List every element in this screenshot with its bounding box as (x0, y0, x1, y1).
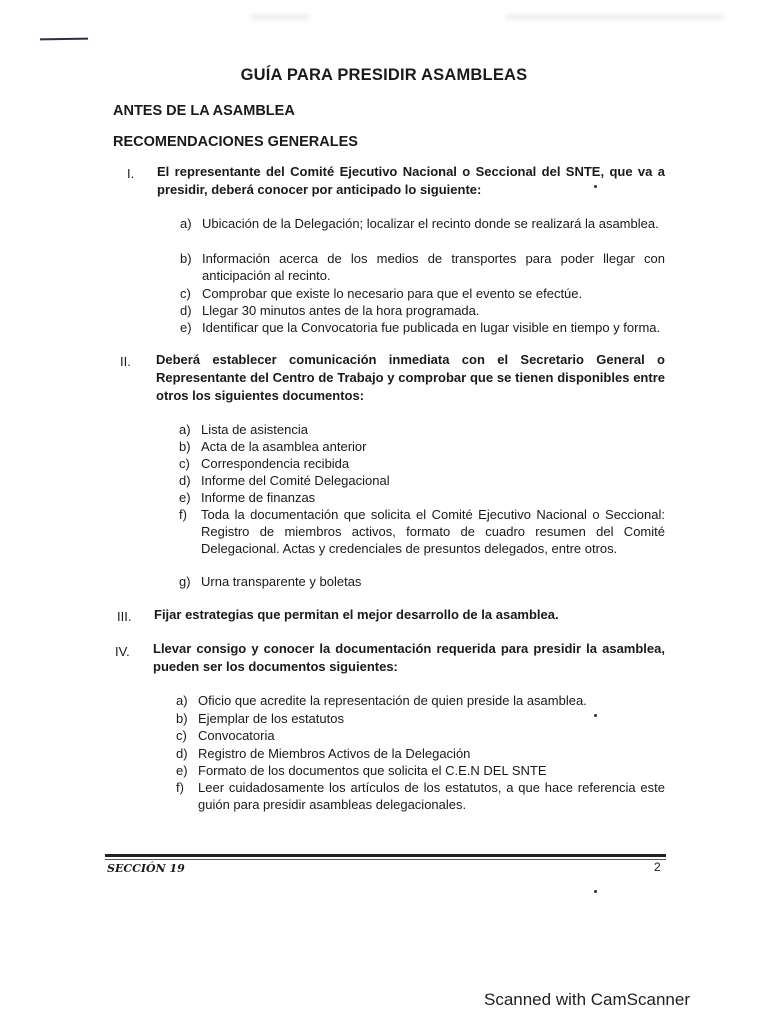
item-letter: d) (179, 473, 191, 488)
item-text: Registro de Miembros Activos de la Delegación (198, 746, 471, 761)
item-letter: a) (176, 693, 188, 708)
scan-speck (594, 185, 597, 188)
item-letter: e) (176, 763, 188, 778)
item-letter: f) (179, 507, 187, 522)
item-letter: e) (180, 320, 192, 335)
item-text: Formato de los documentos que solicita el C.E.N DEL SNTE (198, 763, 547, 778)
item-letter: g) (179, 574, 191, 589)
scan-speck (594, 714, 597, 717)
item-letter: e) (179, 490, 191, 505)
page-number: 2 (654, 860, 661, 874)
item-letter: a) (180, 216, 192, 231)
pen-mark (40, 38, 88, 41)
item-text: Correspondencia recibida (201, 456, 350, 471)
section-text: El representante del Comité Ejecutivo Nacional o Seccional del SNTE, que va a presidir, deberá conocer por anticipado lo siguiente: (157, 164, 665, 197)
item-text: Urna transparente y boletas (201, 574, 362, 589)
section-numeral: IV. (115, 644, 130, 659)
footer-rule (105, 854, 666, 857)
item-letter: b) (176, 711, 188, 726)
document-title: GUÍA PARA PRESIDIR ASAMBLEAS (240, 66, 528, 84)
section-subtitle: ANTES DE LA ASAMBLEA (113, 103, 295, 119)
section-text: Fijar estrategias que permitan el mejor desarrollo de la asamblea. (154, 607, 559, 622)
item-letter: d) (180, 303, 192, 318)
item-text: Toda la documentación que solicita el Comité Ejecutivo Nacional o Seccional: Registro de miembros activos, formato de cuadro resumen del Comité Delegacional. Actas y credenciales de presuntos delegados, entre otros. (201, 507, 665, 556)
item-text: Acta de la asamblea anterior (201, 439, 367, 454)
section-numeral: I. (127, 166, 135, 181)
item-letter: a) (179, 422, 191, 437)
item-text: Ubicación de la Delegación; localizar el recinto donde se realizará la asamblea. (202, 216, 659, 231)
item-text: Lista de asistencia (201, 422, 308, 437)
item-text: Convocatoria (198, 728, 275, 743)
scanner-watermark: Scanned with CamScanner (483, 990, 690, 1009)
item-text: Informe de finanzas (201, 490, 316, 505)
item-text: Informe del Comité Delegacional (201, 473, 390, 488)
item-text: Información acerca de los medios de transportes para poder llegar con anticipación al recinto. (202, 251, 665, 283)
section-numeral: II. (120, 354, 131, 369)
item-letter: c) (180, 286, 191, 301)
item-text: Llegar 30 minutos antes de la hora programada. (202, 303, 480, 318)
item-text: Ejemplar de los estatutos (198, 711, 344, 726)
section-text: Llevar consigo y conocer la documentación requerida para presidir la asamblea, pueden ser los documentos siguientes: (153, 641, 665, 674)
item-letter: c) (176, 728, 187, 743)
scan-smudge (505, 14, 725, 20)
scan-speck (594, 890, 597, 893)
footer-section: SECCIÓN 19 (107, 862, 185, 875)
scan-smudge (250, 14, 310, 20)
item-letter: f) (176, 780, 184, 795)
item-text: Identificar que la Convocatoria fue publicada en lugar visible en tiempo y forma. (202, 320, 661, 335)
item-text: Oficio que acredite la representación de quien preside la asamblea. (198, 693, 587, 708)
section-heading: RECOMENDACIONES GENERALES (113, 134, 358, 150)
item-letter: c) (179, 456, 190, 471)
item-text: Comprobar que existe lo necesario para que el evento se efectúe. (202, 286, 583, 301)
item-letter: b) (180, 251, 192, 266)
item-letter: d) (176, 746, 188, 761)
footer-rule (105, 859, 666, 860)
section-text: Deberá establecer comunicación inmediata con el Secretario General o Representante del Centro de Trabajo y comprobar que se tienen disponibles entre otros los siguientes documentos: (156, 352, 665, 403)
item-letter: b) (179, 439, 191, 454)
item-text: Leer cuidadosamente los artículos de los estatutos, a que hace referencia este guión para presidir asambleas delegacionales. (198, 780, 665, 812)
section-numeral: III. (117, 609, 132, 624)
